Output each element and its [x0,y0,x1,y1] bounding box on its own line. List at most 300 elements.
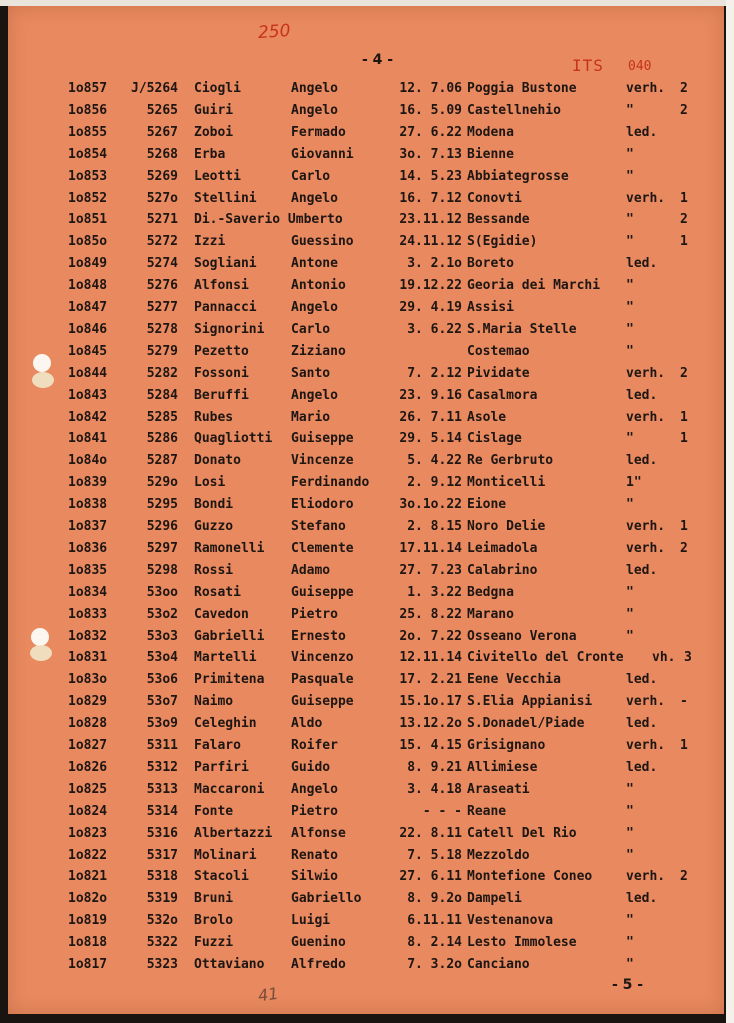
record-id: 1o839 [68,475,108,491]
surname: Cavedon [194,606,249,622]
record-number: 5271 [146,212,178,228]
surname: Molinari [194,847,257,863]
record-number: 53o2 [146,606,178,622]
first-name: Angelo [291,102,338,118]
birth-place: Osseano Verona [467,628,577,644]
status: led. [626,672,658,688]
surname: Parfiri [194,759,249,775]
first-name: Angelo [291,387,338,403]
birth-date: 3. 6.22 [407,321,462,337]
record-id: 1o847 [68,300,108,315]
birth-date: 23. 9.16 [399,387,462,403]
surname: Bondi [194,497,234,513]
birth-date: 29. 5.14 [399,431,462,447]
record-number: 5279 [146,343,178,359]
birth-date: 16. 7.12 [399,190,462,206]
birth-place: Grisignano [467,738,546,753]
first-name: Eliodoro [291,497,354,513]
record-number: 5297 [146,540,178,556]
status: " [626,847,634,863]
status: led. [626,453,658,469]
surname: Erba [194,146,226,162]
birth-date: 15. 4.15 [399,738,462,753]
status: " [626,825,634,841]
birth-place: Cislage [467,431,522,447]
first-name: Adamo [291,562,331,578]
record-id: 1o828 [68,716,108,732]
record-id: 1o818 [68,935,108,951]
record-number: 5274 [146,256,178,272]
record-number: 5318 [146,869,178,885]
birth-date: 3. 2.1o [407,256,462,272]
first-name: Angelo [291,300,338,315]
status: " [626,146,634,162]
handwritten-footer-number: 41 [256,983,280,1006]
birth-place: Eene Vecchia [467,672,561,688]
birth-place: Dampeli [467,891,522,907]
status: 1" [626,475,642,491]
record-number: 5278 [146,321,178,337]
surname: Pezetto [194,343,249,359]
birth-date: 12. 7.06 [399,81,462,96]
first-name: Angelo [291,81,338,96]
record-number: 53o6 [146,672,178,688]
record-id: 1o852 [68,190,108,206]
first-name: Ferdinando [291,475,370,491]
record-id: 1o85o [68,234,108,250]
record-id: 1o84o [68,453,108,469]
status: " [626,278,634,294]
record-id: 1o832 [68,628,108,644]
birth-date: 24.11.12 [399,234,462,250]
birth-date: 25. 8.22 [399,606,462,622]
first-name: Renato [291,847,338,863]
record-number: 5296 [146,519,178,534]
record-id: 1o838 [68,497,108,513]
birth-place: S.Maria Stelle [467,321,577,337]
record-number: 5323 [146,957,178,972]
record-id: 1o849 [68,256,108,272]
first-name: Vincenzo [291,650,354,666]
birth-date: 15.1o.17 [399,694,462,710]
record-number: 5284 [146,387,178,403]
status: verh. [626,190,666,206]
first-name: Roifer [291,738,338,753]
first-name: Guido [291,759,331,775]
record-id: 1o825 [68,781,108,797]
surname: Primitena [194,672,265,688]
record-id: 1o833 [68,606,108,622]
status-count: 2 [680,102,688,118]
record-id: 1o854 [68,146,108,162]
record-id: 1o834 [68,584,108,600]
birth-place: Casalmora [467,387,538,403]
status: led. [626,716,658,732]
surname: Zoboi [194,124,234,140]
birth-date: 7. 2.12 [407,365,462,381]
first-name: Pietro [291,606,338,622]
its-stamp: ITS [572,56,604,75]
birth-date: 2o. 7.22 [399,628,462,644]
record-number: 5269 [146,168,178,184]
first-name: Fermado [291,124,346,140]
birth-date: 8. 2.14 [407,935,462,951]
birth-date: 27. 6.11 [399,869,462,885]
birth-place: Boreto [467,256,514,272]
surname: Fuzzi [194,935,234,951]
status-count: 2 [680,365,688,381]
status-count: 1 [680,409,688,425]
birth-date: 3o.1o.22 [399,497,462,513]
surname: Ciogli [194,81,241,96]
status: verh. [626,540,666,556]
surname: Rossi [194,562,234,578]
birth-place: Abbiategrosse [467,168,569,184]
birth-place: Allimiese [467,759,538,775]
status: verh. [626,81,666,96]
status-count: 1 [680,234,688,250]
status: " [626,212,634,228]
surname: Leotti [194,168,241,184]
birth-place: Calabrino [467,562,538,578]
record-id: 1o846 [68,321,108,337]
birth-place: Leimadola [467,540,538,556]
record-id: 1o822 [68,847,108,863]
birth-place: Marano [467,606,514,622]
first-name: Pietro [291,803,338,819]
first-name: Angelo [291,781,338,797]
birth-place: S.Donadel/Piade [467,716,585,732]
status-count: - [680,694,688,710]
birth-place: Canciano [467,957,530,972]
surname: Gabrielli [194,628,265,644]
record-id: 1o831 [68,650,108,666]
status: verh. [626,365,666,381]
status: " [626,628,634,644]
surname: Alfonsi [194,278,249,294]
surname: Rosati [194,584,241,600]
birth-date: 23.11.12 [399,212,462,228]
record-id: 1o844 [68,365,108,381]
surname: Ottaviano [194,957,265,972]
record-number: 53o7 [146,694,178,710]
surname: Pannacci [194,300,257,315]
birth-date: 8. 9.2o [407,891,462,907]
record-id: 1o826 [68,759,108,775]
birth-date: 14. 5.23 [399,168,462,184]
birth-date: 27. 7.23 [399,562,462,578]
record-id: 1o857 [68,81,108,96]
first-name: Guiseppe [291,584,354,600]
birth-place: S(Egidie) [467,234,538,250]
status-count: 1 [680,190,688,206]
first-name: Santo [291,365,331,381]
record-number: 5287 [146,453,178,469]
birth-place: Assisi [467,300,514,315]
record-id: 1o827 [68,738,108,753]
status-count: 1 [680,431,688,447]
first-name: Giovanni [291,146,354,162]
record-number: 5316 [146,825,178,841]
record-number: 5286 [146,431,178,447]
record-id: 1o819 [68,913,108,929]
birth-date: 29. 4.19 [399,300,462,315]
first-name: Antonio [291,278,346,294]
punch-hole-shadow [32,372,54,388]
status: " [626,497,634,513]
first-name: Clemente [291,540,354,556]
record-id: 1o817 [68,957,108,972]
birth-date: 5. 4.22 [407,453,462,469]
record-number: 5267 [146,124,178,140]
surname: Losi [194,475,226,491]
page-number: - 4 - [362,52,394,68]
surname: Naimo [194,694,234,710]
first-name: Ernesto [291,628,346,644]
surname: Beruffi [194,387,249,403]
birth-date: 27. 6.22 [399,124,462,140]
status: " [626,781,634,797]
birth-place: Monticelli [467,475,546,491]
status: verh. [626,409,666,425]
birth-date: 12.11.14 [399,650,462,666]
surname: Guzzo [194,519,234,534]
birth-date: - - - [422,803,462,819]
status: " [626,234,634,250]
record-number: 53o9 [146,716,178,732]
status: " [626,606,634,622]
birth-date: 16. 5.09 [399,102,462,118]
scan-right-edge [726,0,734,1023]
surname: Fonte [194,803,234,819]
status-count: 3 [684,650,692,666]
status: " [626,102,634,118]
status: led. [626,891,658,907]
document-sheet [8,6,724,1014]
record-id: 1o829 [68,694,108,710]
record-number: 5276 [146,278,178,294]
first-name: Alfredo [291,957,346,972]
birth-place: Modena [467,124,514,140]
birth-date: 17. 2.21 [399,672,462,688]
birth-date: 22. 8.11 [399,825,462,841]
birth-place: Conovti [467,190,522,206]
birth-date: 3. 4.18 [407,781,462,797]
record-number: 5312 [146,759,178,775]
surname: Quagliotti [194,431,273,447]
status-count: 2 [680,81,688,96]
record-number: 5319 [146,891,178,907]
record-id: 1o845 [68,343,108,359]
surname: Falaro [194,738,241,753]
record-number: 5322 [146,935,178,951]
status-count: 2 [680,212,688,228]
birth-date: 17.11.14 [399,540,462,556]
birth-place: Vestenanova [467,913,554,929]
birth-place: Bedgna [467,584,514,600]
surname: Sogliani [194,256,257,272]
next-page-number: - 5 - [612,977,644,993]
record-id: 1o824 [68,803,108,819]
record-number: 532o [146,913,178,929]
birth-date: 13.12.2o [399,716,462,732]
first-name: Silwio [291,869,338,885]
birth-date: 1. 3.22 [407,584,462,600]
birth-place: Mezzoldo [467,847,530,863]
punch-hole-shadow [30,645,52,661]
birth-date: 2. 9.12 [407,475,462,491]
status: led. [626,562,658,578]
status: verh. [626,694,666,710]
birth-place: Eione [467,497,507,513]
status: " [626,957,634,972]
surname: Donato [194,453,241,469]
birth-place: Catell Del Rio [467,825,577,841]
birth-date: 19.12.22 [399,278,462,294]
record-number: 53o3 [146,628,178,644]
surname: Bruni [194,891,234,907]
birth-place: Bessande [467,212,530,228]
status: " [626,584,634,600]
punch-hole [31,628,49,646]
punch-hole [33,354,51,372]
surname: Brolo [194,913,234,929]
status: led. [626,124,658,140]
surname: Martelli [194,650,257,666]
birth-place: Asole [467,409,507,425]
status: vh. [652,650,676,666]
first-name: Carlo [291,321,331,337]
record-number: 53o4 [146,650,178,666]
first-name: Mario [291,409,331,425]
status: " [626,803,634,819]
record-id: 1o823 [68,825,108,841]
surname: Fossoni [194,365,249,381]
birth-place: Costemao [467,343,530,359]
birth-place: Noro Delie [467,519,546,534]
first-name: Vincenze [291,453,354,469]
status: " [626,431,634,447]
record-id: 1o82o [68,891,108,907]
record-id: 1o841 [68,431,108,447]
first-name: Antone [291,256,338,272]
surname: Maccaroni [194,781,265,797]
birth-date: 7. 5.18 [407,847,462,863]
status-count: 2 [680,869,688,885]
status: " [626,343,634,359]
first-name: Guiseppe [291,694,354,710]
record-id: 1o843 [68,387,108,403]
record-id: 1o856 [68,102,108,118]
status: " [626,913,634,929]
status: " [626,168,634,184]
birth-place: Montefione Coneo [467,869,593,885]
surname: Signorini [194,321,265,337]
status: led. [626,387,658,403]
surname: Ramonelli [194,540,265,556]
record-number: 5295 [146,497,178,513]
record-id: 1o835 [68,562,108,578]
birth-place: Civitello del Cronte [467,650,624,666]
status: " [626,935,634,951]
record-number: 5268 [146,146,178,162]
birth-date: 8. 9.21 [407,759,462,775]
record-id: 1o83o [68,672,108,688]
first-name: Stefano [291,519,346,534]
record-number: 529o [146,475,178,491]
surname: Stellini [194,190,257,206]
birth-date: 3o. 7.13 [399,146,462,162]
surname: Izzi [194,234,226,250]
record-number: 5265 [146,102,178,118]
birth-place: Pividate [467,365,530,381]
status: led. [626,759,658,775]
record-number: 5282 [146,365,178,381]
birth-date: 7. 3.2o [407,957,462,972]
record-id: 1o855 [68,124,108,140]
record-number: 5277 [146,300,178,315]
record-id: 1o853 [68,168,108,184]
birth-place: Reane [467,803,507,819]
status: verh. [626,738,666,753]
first-name: Guessino [291,234,354,250]
first-name: Alfonse [291,825,346,841]
record-id: 1o842 [68,409,108,425]
record-number: 53oo [146,584,178,600]
status: " [626,321,634,337]
record-number: 5311 [146,738,178,753]
first-name: Gabriello [291,891,362,907]
first-name: Carlo [291,168,331,184]
status-count: 2 [680,540,688,556]
record-id: 1o837 [68,519,108,534]
record-number: 5313 [146,781,178,797]
birth-place: Bienne [467,146,514,162]
record-id: 1o821 [68,869,108,885]
first-name: Aldo [291,716,323,732]
status-count: 1 [680,738,688,753]
record-id: 1o851 [68,212,108,228]
surname: Di.-Saverio Umberto [194,212,343,228]
record-number: 5285 [146,409,178,425]
first-name: Luigi [291,913,331,929]
first-name: Angelo [291,190,338,206]
status: verh. [626,519,666,534]
surname: Guiri [194,102,234,118]
surname: Stacoli [194,869,249,885]
surname: Albertazzi [194,825,273,841]
birth-place: Poggia Bustone [467,81,577,96]
handwritten-number: 250 [257,20,292,44]
first-name: Guiseppe [291,431,354,447]
birth-place: Georia dei Marchi [467,278,601,294]
birth-place: Araseati [467,781,530,797]
record-number: 527o [146,190,178,206]
first-name: Guenino [291,935,346,951]
surname: Rubes [194,409,234,425]
its-stamp-code: 040 [628,59,652,74]
birth-place: Castellnehio [467,102,561,118]
record-number: 5298 [146,562,178,578]
birth-place: Lesto Immolese [467,935,577,951]
status: led. [626,256,658,272]
birth-date: 2. 8.15 [407,519,462,534]
birth-date: 26. 7.11 [399,409,462,425]
record-number: 5272 [146,234,178,250]
record-id: 1o836 [68,540,108,556]
first-name: Ziziano [291,343,346,359]
status: verh. [626,869,666,885]
